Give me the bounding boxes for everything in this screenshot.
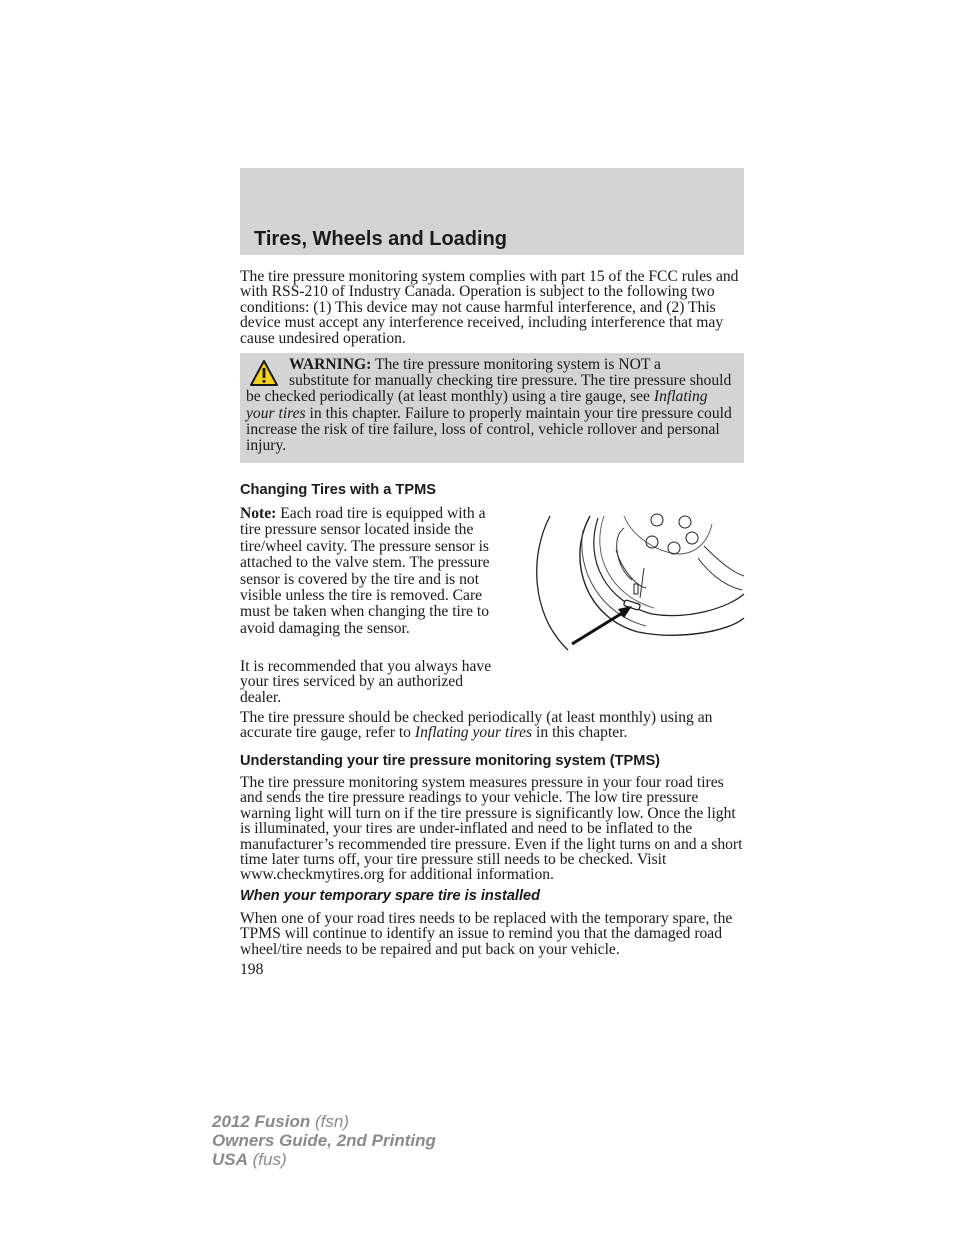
recommend-paragraph: It is recommended that you always have your tires serviced by an authorized dealer. (240, 658, 492, 706)
page-number: 198 (240, 961, 264, 978)
understanding-paragraph: The tire pressure monitoring system measures pressure in your four road tires and sends the tire pressure readings to your vehicle. The low tire pressure warning light will turn on if the tire pressure is significantly low. Once the light is illuminated, your tires are under-inflated and need to be inflated to the manufacturer’s recommended tire pressure. Even if the light turns on and a short time later turns off, your tire pressure still needs to be checked. Visit www.checkmytires.org for additional information. (240, 774, 743, 884)
check-pressure-reference: Inflating your tires (414, 724, 533, 742)
warning-text-2: substitute for manually checking tire pressure. The tire pressure should be checked periodically (at least monthly) using a tire gauge, see (246, 372, 732, 406)
section-heading-spare-tire: When your temporary spare tire is installed (240, 888, 541, 904)
note-paragraph (240, 506, 502, 637)
footer-model-code: (fsn) (315, 1112, 349, 1131)
section-heading-understanding-tpms: Understanding your tire pressure monitoring system (TPMS) (240, 753, 661, 769)
spare-tire-paragraph: When one of your road tires needs to be replaced with the temporary spare, the TPMS will continue to identify an issue to remind you that the damaged road wheel/tire needs to be repaired and put back on your vehicle. (240, 910, 733, 958)
footer-model: 2012 Fusion (212, 1112, 311, 1131)
warning-label: WARNING: (289, 356, 372, 373)
chapter-title: Tires, Wheels and Loading (254, 228, 508, 250)
footer-guide: Owners Guide, 2nd Printing (212, 1131, 436, 1150)
check-pressure-paragraph (240, 710, 746, 741)
warning-box (240, 353, 744, 463)
check-pressure-text-1: The tire pressure should be checked periodically (at least monthly) using an accurate tire gauge, refer to (240, 709, 713, 742)
warning-text (246, 357, 738, 454)
document-footer (212, 1112, 436, 1169)
footer-region: USA (212, 1150, 248, 1169)
tire-sensor-illustration (528, 510, 746, 656)
check-pressure-text-2: in this chapter. (536, 724, 628, 742)
intro-paragraph: The tire pressure monitoring system complies with part 15 of the FCC rules and with RSS-210 of Industry Canada. Operation is subject to the following two conditions: (1) This device may not cause harmful interference, and (2) This device must accept any interference received, including interference that may cause undesired operation. (240, 268, 739, 347)
warning-text-3: in this chapter. Failure to properly maintain your tire pressure could increase the risk of tire failure, loss of control, vehicle rollover and personal injury. (246, 404, 732, 455)
warning-reference: Inflating your tires (246, 388, 708, 422)
footer-region-code: (fus) (252, 1150, 287, 1169)
section-heading-changing-tires: Changing Tires with a TPMS (240, 482, 436, 498)
chapter-header-band (240, 168, 744, 255)
note-label: Note: (240, 505, 277, 522)
note-text: Each road tire is equipped with a tire pressure sensor located inside the tire/wheel cavity. The pressure sensor is attached to the valve stem. The pressure sensor is covered by the tire and is not visible unless the tire is removed. Care must be taken when changing the tire to avoid damaging the sensor. (240, 505, 490, 637)
warning-text-1: The tire pressure monitoring system is NOT a (374, 356, 661, 373)
